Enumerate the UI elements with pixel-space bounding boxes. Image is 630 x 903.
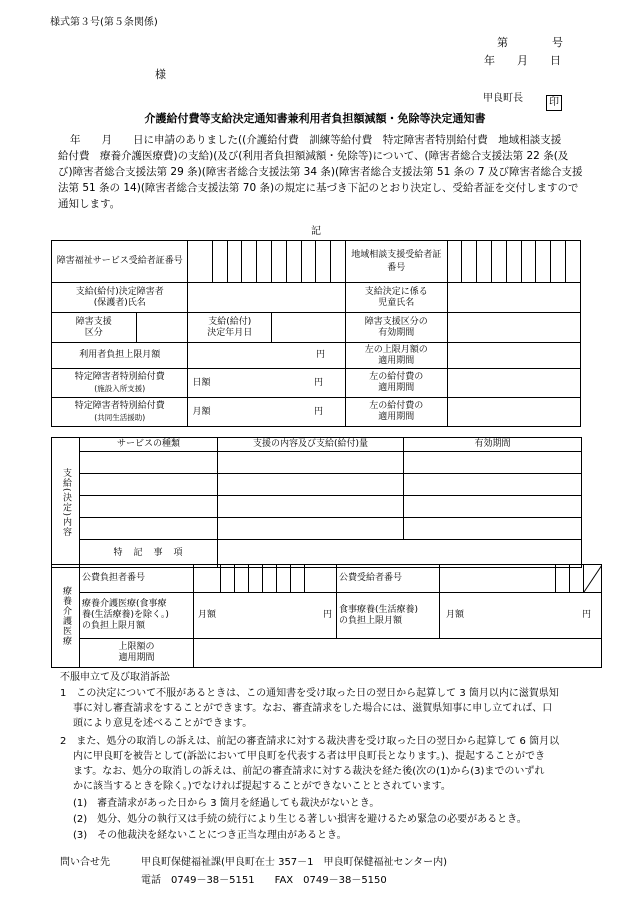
monthly-amount-label: 月額 (198, 610, 217, 620)
recipient-no-field[interactable] (440, 565, 556, 593)
service-cell[interactable] (80, 496, 218, 518)
decision-form-table (51, 240, 581, 427)
support-class-field[interactable] (136, 313, 188, 343)
cap-period-field[interactable] (194, 639, 602, 668)
service-content-table (51, 437, 582, 568)
digit-cell[interactable] (221, 565, 235, 593)
label-line: 左の給付費の (369, 401, 424, 411)
label-line: の負担上限月額 (339, 615, 403, 626)
digit-cell[interactable] (536, 241, 551, 283)
medical-cap-label (80, 593, 194, 639)
yen-unit: 円 (322, 610, 332, 620)
intro-line: 年 月 日に申請のありました((介護給付費 訓練等給付費 特定障害者特別給付費 地域相談支援 (70, 134, 562, 146)
label-line: (施設入所支援) (94, 384, 146, 393)
label-line: 決定年月日 (207, 327, 253, 338)
digit-cell[interactable] (249, 565, 263, 593)
form-number: 様式第３号(第５条関係) (50, 17, 158, 28)
appeal-line: (3) その他裁決を経ないことにつき正当な理由があるとき。 (73, 830, 347, 841)
service-cell[interactable] (404, 518, 582, 540)
appeal-line: かに該当するときを除く。)でなければ提起することができないこととされています。 (73, 781, 451, 792)
digit-cell[interactable] (462, 241, 477, 283)
yen-unit: 円 (313, 406, 323, 417)
class-period-field[interactable] (447, 313, 580, 343)
digit-cell[interactable] (556, 565, 570, 593)
intro-line: 法第 51 条の 14)(障害者総合支援法第 70 条)の規定に基づき下記のとおり決定し、受給者証を交付しますので (58, 182, 579, 194)
digit-cell[interactable] (277, 565, 291, 593)
yen-unit: 円 (581, 610, 591, 620)
intro-line: 通知します。 (58, 198, 121, 210)
appeal-line: 事に対し審査請求をすることができます。なお、審査請求をした場合には、滋賀県知事に申し立てれば、口 (73, 703, 553, 714)
decision-date-label (188, 313, 272, 343)
appeal-line: (2) 処分、処分の執行又は手続の続行により生じる著しい損害を避けるため緊急の必要があるとき。 (73, 814, 527, 825)
col-support-content: 支援の内容及び支給(給付)量 (218, 438, 404, 452)
appeal-heading: 不服申立て及び取消訴訟 (60, 672, 170, 683)
yen-unit: 円 (315, 350, 325, 360)
service-recipient-no-label: 障害福祉サービス受給者証番号 (52, 241, 188, 283)
digit-cell[interactable] (301, 241, 316, 283)
service-cell[interactable] (218, 474, 404, 496)
label-line: 支給(給付) (208, 316, 252, 327)
special-benefit-group-field[interactable] (188, 398, 346, 427)
medical-cap-field[interactable] (194, 593, 337, 639)
benefit-period-label (345, 398, 447, 427)
benefit-period-field[interactable] (447, 369, 580, 398)
monthly-amount-label: 月額 (192, 406, 211, 417)
addressee-suffix: 様 (155, 68, 166, 81)
label-line: 障害支援区分の (364, 316, 428, 327)
service-cell[interactable] (404, 496, 582, 518)
special-benefit-facility-field[interactable] (188, 369, 346, 398)
service-content-vertical-label: 支給(決定)内容 (52, 438, 80, 568)
digit-cell[interactable] (271, 241, 286, 283)
label-line: 左の上限月額の (364, 344, 428, 355)
label-line: 児童氏名 (378, 297, 415, 308)
label-line: 特定障害者特別給付費 (74, 401, 165, 411)
service-cell[interactable] (218, 452, 404, 474)
digit-cell[interactable] (491, 241, 506, 283)
label-line: 適用期間 (378, 383, 415, 393)
daily-amount-label: 日額 (192, 377, 211, 388)
meal-cap-label (337, 593, 440, 639)
chiiki-recipient-no-label: 地域相談支援受給者証番号 (345, 241, 447, 283)
digit-cell[interactable] (477, 241, 492, 283)
digit-cell[interactable] (194, 565, 221, 593)
issuer-name: 甲良町長 (483, 93, 523, 104)
label-line: 支給決定に係る (364, 286, 428, 297)
decision-person-label (52, 283, 188, 313)
service-cell[interactable] (404, 474, 582, 496)
slash-mark (584, 565, 602, 592)
label-line: 有効期間 (378, 327, 415, 338)
payer-no-label: 公費負担者番号 (80, 565, 194, 593)
contact-organization: 甲良町保健福祉課(甲良町在士 357－1 甲良町保健福祉センター内) (141, 857, 448, 868)
cap-monthly-label: 利用者負担上限月額 (52, 343, 188, 369)
appeal-line: (1) 審査請求があった日から 3 箇月を経過しても裁決がないとき。 (73, 798, 380, 809)
service-cell[interactable] (404, 452, 582, 474)
service-cell[interactable] (80, 518, 218, 540)
digit-cell[interactable] (521, 241, 536, 283)
digit-cell[interactable] (235, 565, 249, 593)
cap-period-label (80, 639, 194, 668)
class-period-label (345, 313, 447, 343)
label-line: (共同生活援助) (94, 413, 146, 422)
digit-cell[interactable] (188, 241, 212, 283)
decision-date-field[interactable] (271, 313, 345, 343)
digit-cell[interactable] (316, 241, 331, 283)
col-service-type: サービスの種類 (80, 438, 218, 452)
label-line: の負担上限月額 (82, 621, 146, 631)
benefit-period-label (345, 369, 447, 398)
service-cell[interactable] (218, 496, 404, 518)
special-benefit-group-label (52, 398, 188, 427)
digit-cell[interactable] (447, 241, 462, 283)
service-cell[interactable] (80, 452, 218, 474)
special-benefit-facility-label (52, 369, 188, 398)
document-title: 介護給付費等支給決定通知書兼利用者負担額減額・免除等決定通知書 (144, 112, 486, 125)
cap-period-label (345, 343, 447, 369)
digit-cell[interactable] (570, 565, 584, 593)
document-number: 第 号 (497, 36, 563, 49)
benefit-period-field[interactable] (447, 398, 580, 427)
decision-person-field[interactable] (188, 283, 346, 313)
ki-label: 記 (311, 226, 321, 237)
label-line: 適用期間 (378, 412, 415, 422)
digit-cell[interactable] (565, 241, 580, 283)
contact-label: 問い合せ先 (60, 857, 110, 868)
medical-table (51, 564, 602, 668)
label-line: 支給(給付)決定障害者 (75, 286, 164, 297)
label-line: 障害支援 (75, 316, 112, 327)
digit-cell[interactable] (506, 241, 521, 283)
label-line: 区分 (84, 327, 103, 338)
contact-phone-fax: 電話 0749－38－5151 FAX 0749－38－5150 (141, 875, 387, 886)
intro-line: び)障害者総合支援法第 29 条)(障害者総合支援法第 34 条)(障害者総合支援法第 51 条の 7 及び障害者総合支援 (58, 166, 583, 178)
meal-cap-field[interactable] (440, 593, 602, 639)
label-line: 食事療養(生活療養) (339, 604, 419, 615)
label-line: 上限額の (118, 642, 155, 652)
intro-line: 給付費 療養介護医療費)の支給)(及び(利用者負担額減額・免除等)について、(障害者総合支援法第 22 条(及 (58, 150, 569, 162)
digit-cell-crossed[interactable] (584, 565, 602, 593)
yen-unit: 円 (313, 377, 323, 388)
service-cell[interactable] (80, 474, 218, 496)
child-name-field[interactable] (447, 283, 580, 313)
label-line: 左の給付費の (369, 372, 424, 382)
col-valid-period: 有効期間 (404, 438, 582, 452)
appeal-line: 頭により意見を述べることができます。 (73, 718, 253, 729)
digit-cell[interactable] (227, 241, 242, 283)
appeal-line: 1 この決定について不服があるときは、この通知書を受け取った日の翌日から起算して 3 箇月以内に滋賀県知 (60, 688, 559, 699)
label-line: 療養介護医療(食事療 (82, 599, 167, 609)
digit-cell[interactable] (291, 565, 305, 593)
label-line: 特定障害者特別給付費 (74, 372, 165, 382)
label-line: 適用期間 (118, 653, 155, 663)
appeal-line: ます。なお、処分の取消しの訴えは、前記の審査請求に対する裁決を経た後(次の(1)から(3)までのいずれ (73, 766, 545, 777)
monthly-amount-label: 月額 (446, 610, 465, 620)
digit-cell[interactable] (242, 241, 257, 283)
appeal-line: 内に甲良町を被告として(訴訟において甲良町を代表する者は甲良町長となります。)、提起することができ (73, 751, 546, 762)
service-cell[interactable] (218, 518, 404, 540)
digit-cell[interactable] (257, 241, 272, 283)
digit-cell[interactable] (263, 565, 277, 593)
appeal-line: 2 また、処分の取消しの訴えは、前記の審査請求に対する裁決書を受け取った日の翌日から起算して 6 箇月以 (60, 736, 560, 747)
medical-vertical-label: 療養介護医療 (52, 565, 80, 668)
digit-cell[interactable] (286, 241, 301, 283)
digit-cell[interactable] (331, 241, 346, 283)
label-line: (保護者)氏名 (93, 297, 146, 308)
child-name-label (345, 283, 447, 313)
support-class-label (52, 313, 137, 343)
issue-date: 年 月 日 (484, 54, 561, 67)
cap-period-field[interactable] (447, 343, 580, 369)
digit-cell[interactable] (551, 241, 566, 283)
cap-monthly-field[interactable] (188, 343, 346, 369)
label-line: 適用期間 (378, 355, 415, 366)
label-line: 養(生活療養)を除く。) (82, 610, 169, 620)
digit-cell[interactable] (305, 565, 337, 593)
remarks-label: 特 記 事 項 (80, 540, 218, 568)
recipient-no-label: 公費受給者番号 (337, 565, 440, 593)
seal-mark: 印 (546, 90, 562, 111)
digit-cell[interactable] (212, 241, 227, 283)
